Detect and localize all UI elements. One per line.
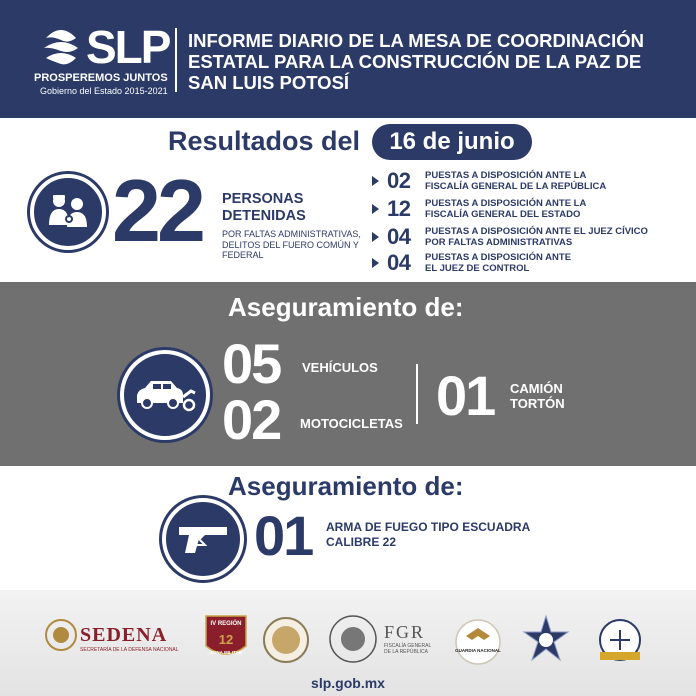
detained-label: PERSONAS DETENIDAS <box>222 191 306 224</box>
vehicle-icon-badge <box>120 350 210 440</box>
weapon-count: 01 <box>254 504 313 567</box>
police-star-icon <box>520 614 572 666</box>
detained-icon-badge <box>30 174 106 250</box>
weapon-icon-badge <box>162 498 244 580</box>
logo-slogan: PROSPEREMOS JUNTOS <box>34 72 168 84</box>
mexico-eagle-seal-icon <box>44 618 78 652</box>
zone-subtext: ZONA MILITAR <box>210 650 242 655</box>
guardia-nacional-logo <box>454 618 502 671</box>
disposition-item <box>372 168 606 194</box>
logo-government: Gobierno del Estado 2015-2021 <box>40 86 168 96</box>
pistol-icon <box>175 519 231 559</box>
weapons-section-title: Aseguramiento de: <box>228 471 464 501</box>
disposition-item <box>372 224 648 250</box>
header-banner <box>0 0 696 118</box>
sedena-subtext: SECRETARÍA DE LA DEFENSA NACIONAL <box>80 647 179 653</box>
military-zone-logo <box>204 614 248 667</box>
disposition-desc: PUESTAS A DISPOSICIÓN ANTE LA FISCALÍA GENERAL DE LA REPÚBLICA <box>425 170 607 192</box>
disposition-item <box>372 196 586 222</box>
car-motorcycle-icon <box>133 375 197 415</box>
disposition-desc: PUESTAS A DISPOSICIÓN ANTE EL JUEZ DE CONTROL <box>425 252 572 274</box>
disposition-desc: PUESTAS A DISPOSICIÓN ANTE LA FISCALÍA GENERAL DEL ESTADO <box>425 198 587 220</box>
footer-url[interactable]: slp.gob.mx <box>311 675 385 691</box>
logo-brand: SLP <box>86 21 170 73</box>
disposition-count: 12 <box>387 196 411 221</box>
sedena-text: SEDENA <box>80 624 168 646</box>
detained-sublabel: POR FALTAS ADMINISTRATIVAS, DELITOS DEL FUERO COMÚN Y FEDERAL <box>222 229 361 260</box>
guardia-seal-icon <box>262 616 310 664</box>
fgr-logo <box>384 622 436 655</box>
vehicles-count: 05 <box>222 332 281 395</box>
disposition-count: 04 <box>387 250 411 275</box>
slp-logo-mark-icon <box>38 24 84 70</box>
detained-persons-icon <box>43 187 93 237</box>
military-zone-shield-icon <box>204 614 248 662</box>
header-divider <box>175 28 177 92</box>
weapon-label-1: ARMA DE FUEGO TIPO ESCUADRA <box>326 520 531 534</box>
arrow-icon <box>372 204 379 214</box>
sedena-logo <box>44 618 78 657</box>
results-title: Resultados del <box>168 126 361 156</box>
region-text: IV REGIÓN <box>210 621 242 627</box>
slp-logo <box>30 20 170 100</box>
detained-count: 22 <box>112 161 202 260</box>
motorcycles-label: MOTOCICLETAS <box>300 416 403 431</box>
justice-seal-logo <box>594 618 646 671</box>
header-title: INFORME DIARIO DE LA MESA DE COORDINACIÓN ESTATAL PARA LA CONSTRUCCIÓN DE LA PAZ DE SAN LUIS POTOSÍ <box>188 30 644 93</box>
motorcycles-count: 02 <box>222 388 281 451</box>
date-pill: 16 de junio <box>372 124 532 160</box>
disposition-desc: PUESTAS A DISPOSICIÓN ANTE EL JUEZ CÍVICO POR FALTAS ADMINISTRATIVAS <box>425 226 648 248</box>
vehicles-label: VEHÍCULOS <box>302 360 378 375</box>
guardia-nacional-seal <box>262 616 310 669</box>
guardia-nacional-icon <box>454 618 502 666</box>
weapon-label-2: CALIBRE 22 <box>326 535 397 549</box>
vehicles-divider <box>416 364 418 424</box>
fgr-text: FGR <box>384 622 426 642</box>
truck-label-2: TORTÓN <box>510 396 565 411</box>
police-star-logo <box>520 614 572 671</box>
fgr-subtext: FISCALÍA GENERAL DE LA REPÚBLICA <box>384 643 432 655</box>
mexico-seal <box>328 614 378 669</box>
disposition-count: 04 <box>387 224 411 249</box>
zone-number: 12 <box>218 632 234 647</box>
arrow-icon <box>372 232 379 242</box>
justice-seal-icon <box>594 618 646 666</box>
disposition-count: 02 <box>387 168 411 193</box>
vehicles-section-title: Aseguramiento de: <box>228 292 464 322</box>
arrow-icon <box>372 258 379 268</box>
disposition-item <box>372 250 571 276</box>
national-seal-icon <box>328 614 378 664</box>
guardia-text: GUARDIA NACIONAL <box>455 648 501 653</box>
truck-count: 01 <box>436 364 495 427</box>
truck-label-1: CAMIÓN <box>510 381 563 396</box>
arrow-icon <box>372 176 379 186</box>
